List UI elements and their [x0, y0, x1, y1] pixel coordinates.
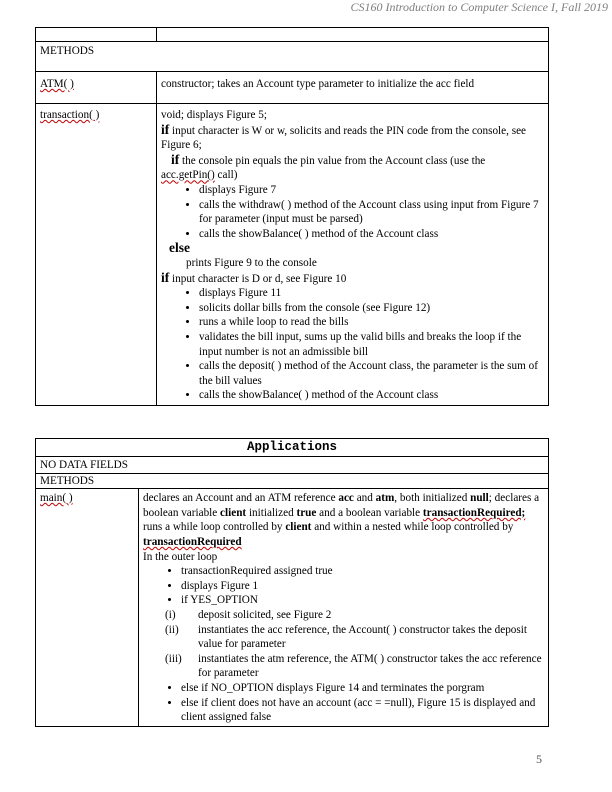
- course-header: CS160 Introduction to Computer Science I, Fall 2019: [350, 0, 608, 14]
- desc-text: declares an Account and an ATM reference: [143, 492, 339, 505]
- methods-label: METHODS: [36, 42, 549, 72]
- method-name-atm: ATM( ): [40, 78, 74, 90]
- sub-item-text: deposit solicited, see Figure 2: [198, 608, 332, 621]
- keyword-if: if: [161, 269, 170, 285]
- page-number: 5: [536, 752, 542, 766]
- sub-item-text: instantiates the acc reference, the Account( ) constructor takes the deposit value for parameter: [198, 623, 527, 651]
- outer-loop-bullets: [143, 564, 544, 725]
- var-client: client: [285, 521, 312, 534]
- var-transaction-required: transactionRequired;: [422, 506, 526, 519]
- desc-text: and a boolean variable: [316, 506, 423, 519]
- list-item: • calls the withdraw( ) method of the Account class using input from Figure 7 for parameter (input must be parsed): [199, 198, 544, 227]
- main-paragraph-1: [143, 491, 544, 520]
- sub-item-number: (i): [165, 608, 176, 621]
- var-transaction-required: transactionRequired: [143, 535, 242, 548]
- deposit-bullets: [161, 286, 544, 403]
- desc-text: ; declares a boolean variable: [143, 492, 540, 519]
- list-item: • validates the bill input, sums up the valid bills and breaks the loop if the input number is not an admissible bill: [199, 330, 544, 359]
- desc-line: void; displays Figure 5;: [161, 109, 267, 121]
- main-paragraph-3: In the outer loop: [143, 550, 218, 563]
- list-item: • calls the showBalance( ) method of the Account class: [199, 388, 544, 403]
- sub-item: [165, 623, 544, 652]
- main-paragraph-2: [143, 520, 544, 549]
- withdraw-bullets: [161, 183, 544, 241]
- applications-title: Applications: [36, 439, 549, 457]
- desc-text: input character is D or d, see Figure 10: [169, 272, 347, 285]
- sub-item: [165, 652, 544, 681]
- list-item: • calls the showBalance( ) method of the Account class: [199, 227, 544, 242]
- desc-text: input character is W or w, solicits and reads the PIN code from the console, see Figure 6;: [161, 124, 527, 152]
- list-item: • else if NO_OPTION displays Figure 14 and terminates the porgram: [181, 681, 544, 696]
- keyword-if: if: [161, 121, 170, 137]
- else-line: prints Figure 9 to the console: [186, 256, 317, 269]
- keyword-else: else: [169, 240, 190, 256]
- getpin-call: acc.getPin(): [161, 169, 215, 182]
- sub-item-number: (ii): [165, 623, 179, 636]
- if-d-line: [161, 271, 544, 287]
- var-client: client: [220, 506, 247, 519]
- no-data-fields-label: NO DATA FIELDS: [36, 457, 549, 474]
- if-pin-line: [161, 153, 544, 169]
- sub-item-number: (iii): [165, 652, 182, 665]
- literal-true: true: [296, 506, 317, 519]
- literal-null: null: [470, 492, 489, 505]
- method-desc-atm: constructor; takes an Account type parameter to initialize the acc field: [157, 72, 549, 104]
- empty-cell: [157, 28, 549, 42]
- desc-text: call): [214, 169, 238, 182]
- list-item: • runs a while loop to read the bills: [199, 315, 544, 330]
- list-item: • else if client does not have an account (acc = =null), Figure 15 is displayed and client assigned false: [181, 696, 544, 725]
- list-item: [165, 593, 544, 681]
- list-item: • solicits dollar bills from the console (see Figure 12): [199, 301, 544, 316]
- getpin-line: [161, 168, 544, 183]
- list-item-text: if YES_OPTION: [181, 594, 258, 607]
- list-item: • displays Figure 7: [199, 183, 544, 198]
- empty-cell: [36, 28, 157, 42]
- desc-text: and: [353, 492, 376, 505]
- list-item: • displays Figure 11: [199, 286, 544, 301]
- list-item: • transactionRequired assigned true: [181, 564, 544, 579]
- sub-item-text: instantiates the atm reference, the ATM( ) constructor takes the acc reference for parameter: [198, 652, 542, 680]
- list-item: • displays Figure 1: [181, 579, 544, 594]
- var-atm: atm: [375, 492, 395, 505]
- desc-text: and within a nested while loop controlled by: [311, 521, 514, 534]
- desc-text: the console pin equals the pin value from the Account class (use the: [179, 154, 486, 167]
- applications-table: [35, 438, 549, 727]
- desc-text: initialized: [246, 506, 297, 519]
- methods-label: METHODS: [36, 473, 549, 489]
- method-name-main: main( ): [40, 492, 73, 505]
- sub-item: [165, 608, 544, 623]
- list-item: • calls the deposit( ) method of the Account class, the parameter is the sum of the bill values: [199, 359, 544, 388]
- if-w-line: [161, 123, 544, 153]
- desc-text: runs a while loop controlled by: [143, 521, 286, 534]
- method-desc-transaction: [157, 104, 549, 406]
- method-name-transaction: transaction( ): [40, 109, 100, 121]
- keyword-if: if: [171, 151, 180, 167]
- method-desc-main: [139, 489, 549, 727]
- desc-text: , both initialized: [394, 492, 471, 505]
- atm-methods-table: [35, 27, 549, 406]
- var-acc: acc: [338, 492, 354, 505]
